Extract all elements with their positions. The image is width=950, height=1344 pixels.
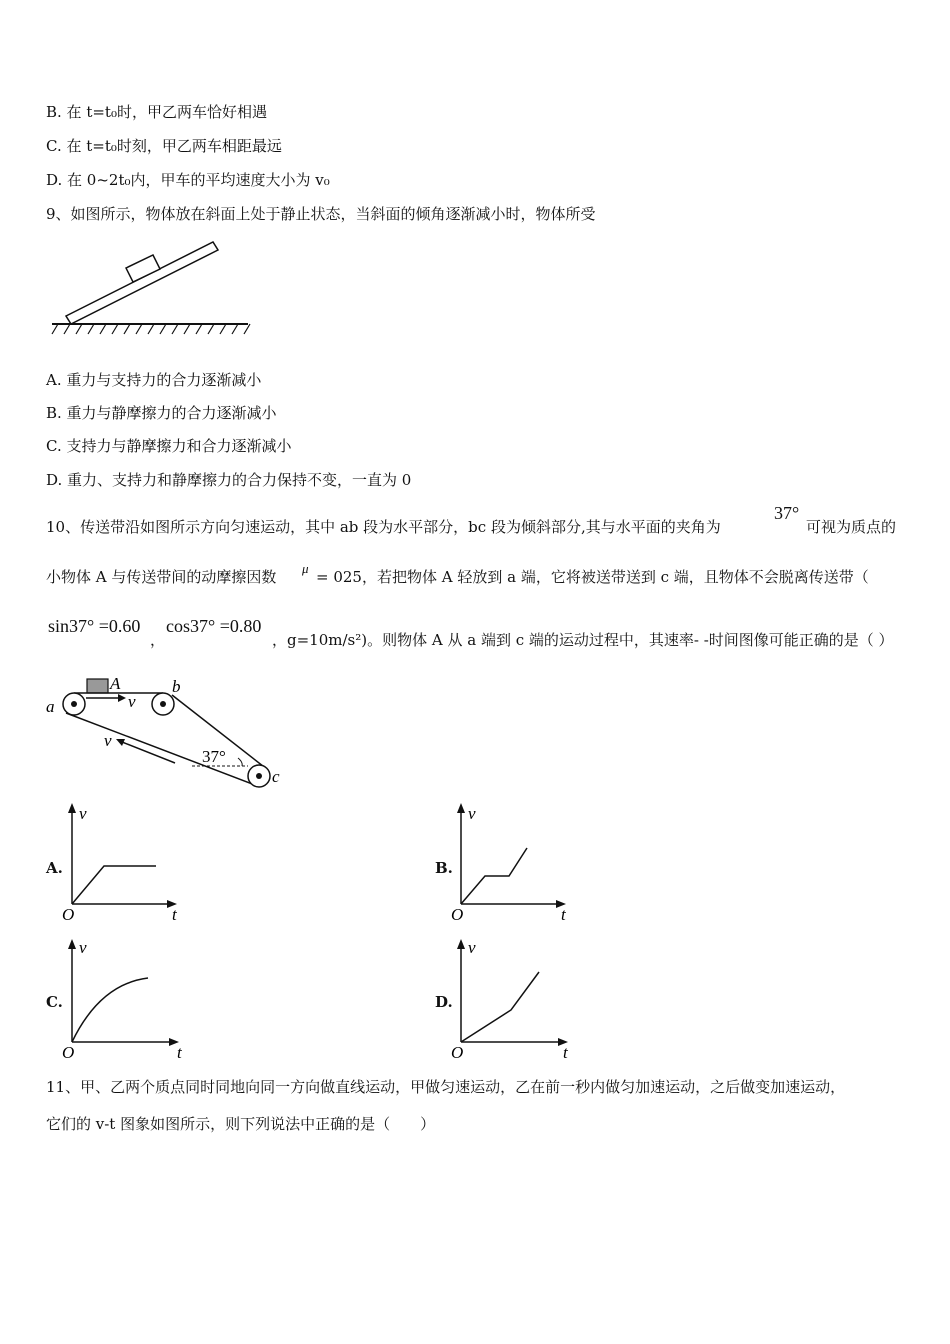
- graph-c: [60, 936, 190, 1064]
- graph-d-origin-label: O: [451, 1043, 464, 1062]
- q8-option-b: B. 在 t=t₀时，甲乙两车恰好相遇: [46, 103, 267, 121]
- fig-label-b: b: [172, 677, 181, 696]
- graph-c-origin-label: O: [62, 1043, 75, 1062]
- conveyor-figure: [42, 672, 292, 794]
- q10-angle: 37°: [774, 503, 800, 523]
- q9-stem: 9、如图所示，物体放在斜面上处于静止状态，当斜面的倾角逐渐减小时，物体所受: [46, 205, 596, 223]
- fig-label-A: A: [110, 674, 121, 693]
- q9-option-c: C. 支持力与静摩擦力和合力逐渐减小: [46, 437, 292, 455]
- q9-option-b: B. 重力与静摩擦力的合力逐渐减小: [46, 404, 277, 422]
- q10-line1-tail: 可视为质点的: [806, 518, 897, 536]
- graph-c-label: C.: [46, 993, 63, 1011]
- graph-a-v-label: v: [79, 804, 87, 823]
- fig-label-v-bottom: v: [104, 731, 112, 750]
- graph-b-origin-label: O: [451, 905, 464, 924]
- graph-b-t-label: t: [561, 905, 566, 924]
- q9-option-a: A. 重力与支持力的合力逐渐减小: [46, 371, 262, 389]
- fig-label-a: a: [46, 697, 55, 716]
- q8-option-d: D. 在 0~2t₀内，甲车的平均速度大小为 v₀: [46, 171, 330, 189]
- q10-line2-post: = 025，若把物体 A 轻放到 a 端，它将被送带送到 c 端，且物体不会脱离传送带（: [316, 568, 869, 586]
- q10-line1: 10、传送带沿如图所示方向匀速运动，其中 ab 段为水平部分，bc 段为倾斜部分,其与水平面的夹角为: [46, 518, 721, 536]
- graph-d-t-label: t: [563, 1043, 568, 1062]
- graph-d-label: D.: [435, 993, 453, 1011]
- q9-option-d: D. 重力、支持力和静摩擦力的合力保持不变，一直为 0: [46, 471, 412, 489]
- graph-d-v-label: v: [468, 938, 476, 957]
- graph-c-v-label: v: [79, 938, 87, 957]
- graph-b-label: B.: [435, 859, 453, 877]
- graph-a: [60, 800, 190, 926]
- fig-label-v-top: v: [128, 692, 136, 711]
- graph-b: [449, 800, 579, 926]
- q10-sin: sin37° =0.60: [48, 616, 141, 636]
- q10-comma: ，: [150, 631, 166, 649]
- q11-line1: 11、甲、乙两个质点同时同地向同一方向做直线运动，甲做匀速运动，乙在前一秒内做匀加速运动，之后做变加速运动，: [46, 1078, 846, 1096]
- graph-a-t-label: t: [172, 905, 177, 924]
- q11-line2: 它们的 v-t 图象如图所示，则下列说法中正确的是（ ）: [46, 1115, 436, 1133]
- graph-c-t-label: t: [177, 1043, 182, 1062]
- q10-cos: cos37° =0.80: [166, 616, 262, 636]
- graph-b-v-label: v: [468, 804, 476, 823]
- fig-label-angle: 37°: [202, 747, 226, 766]
- fig-label-c: c: [272, 767, 280, 786]
- graph-a-origin-label: O: [62, 905, 75, 924]
- q8-option-c: C. 在 t=t₀时刻，甲乙两车相距最远: [46, 137, 282, 155]
- incline-figure: [48, 238, 253, 338]
- graph-d: [449, 936, 579, 1064]
- q10-mu: μ: [302, 561, 309, 576]
- q10-line2-pre: 小物体 A 与传送带间的动摩擦因数: [46, 568, 277, 586]
- q10-line3: ，g=10m/s²)。则物体 A 从 a 端到 c 端的运动过程中，其速率- -时间图像可能正确的是（ ）: [272, 631, 894, 649]
- graph-a-label: A.: [46, 859, 63, 877]
